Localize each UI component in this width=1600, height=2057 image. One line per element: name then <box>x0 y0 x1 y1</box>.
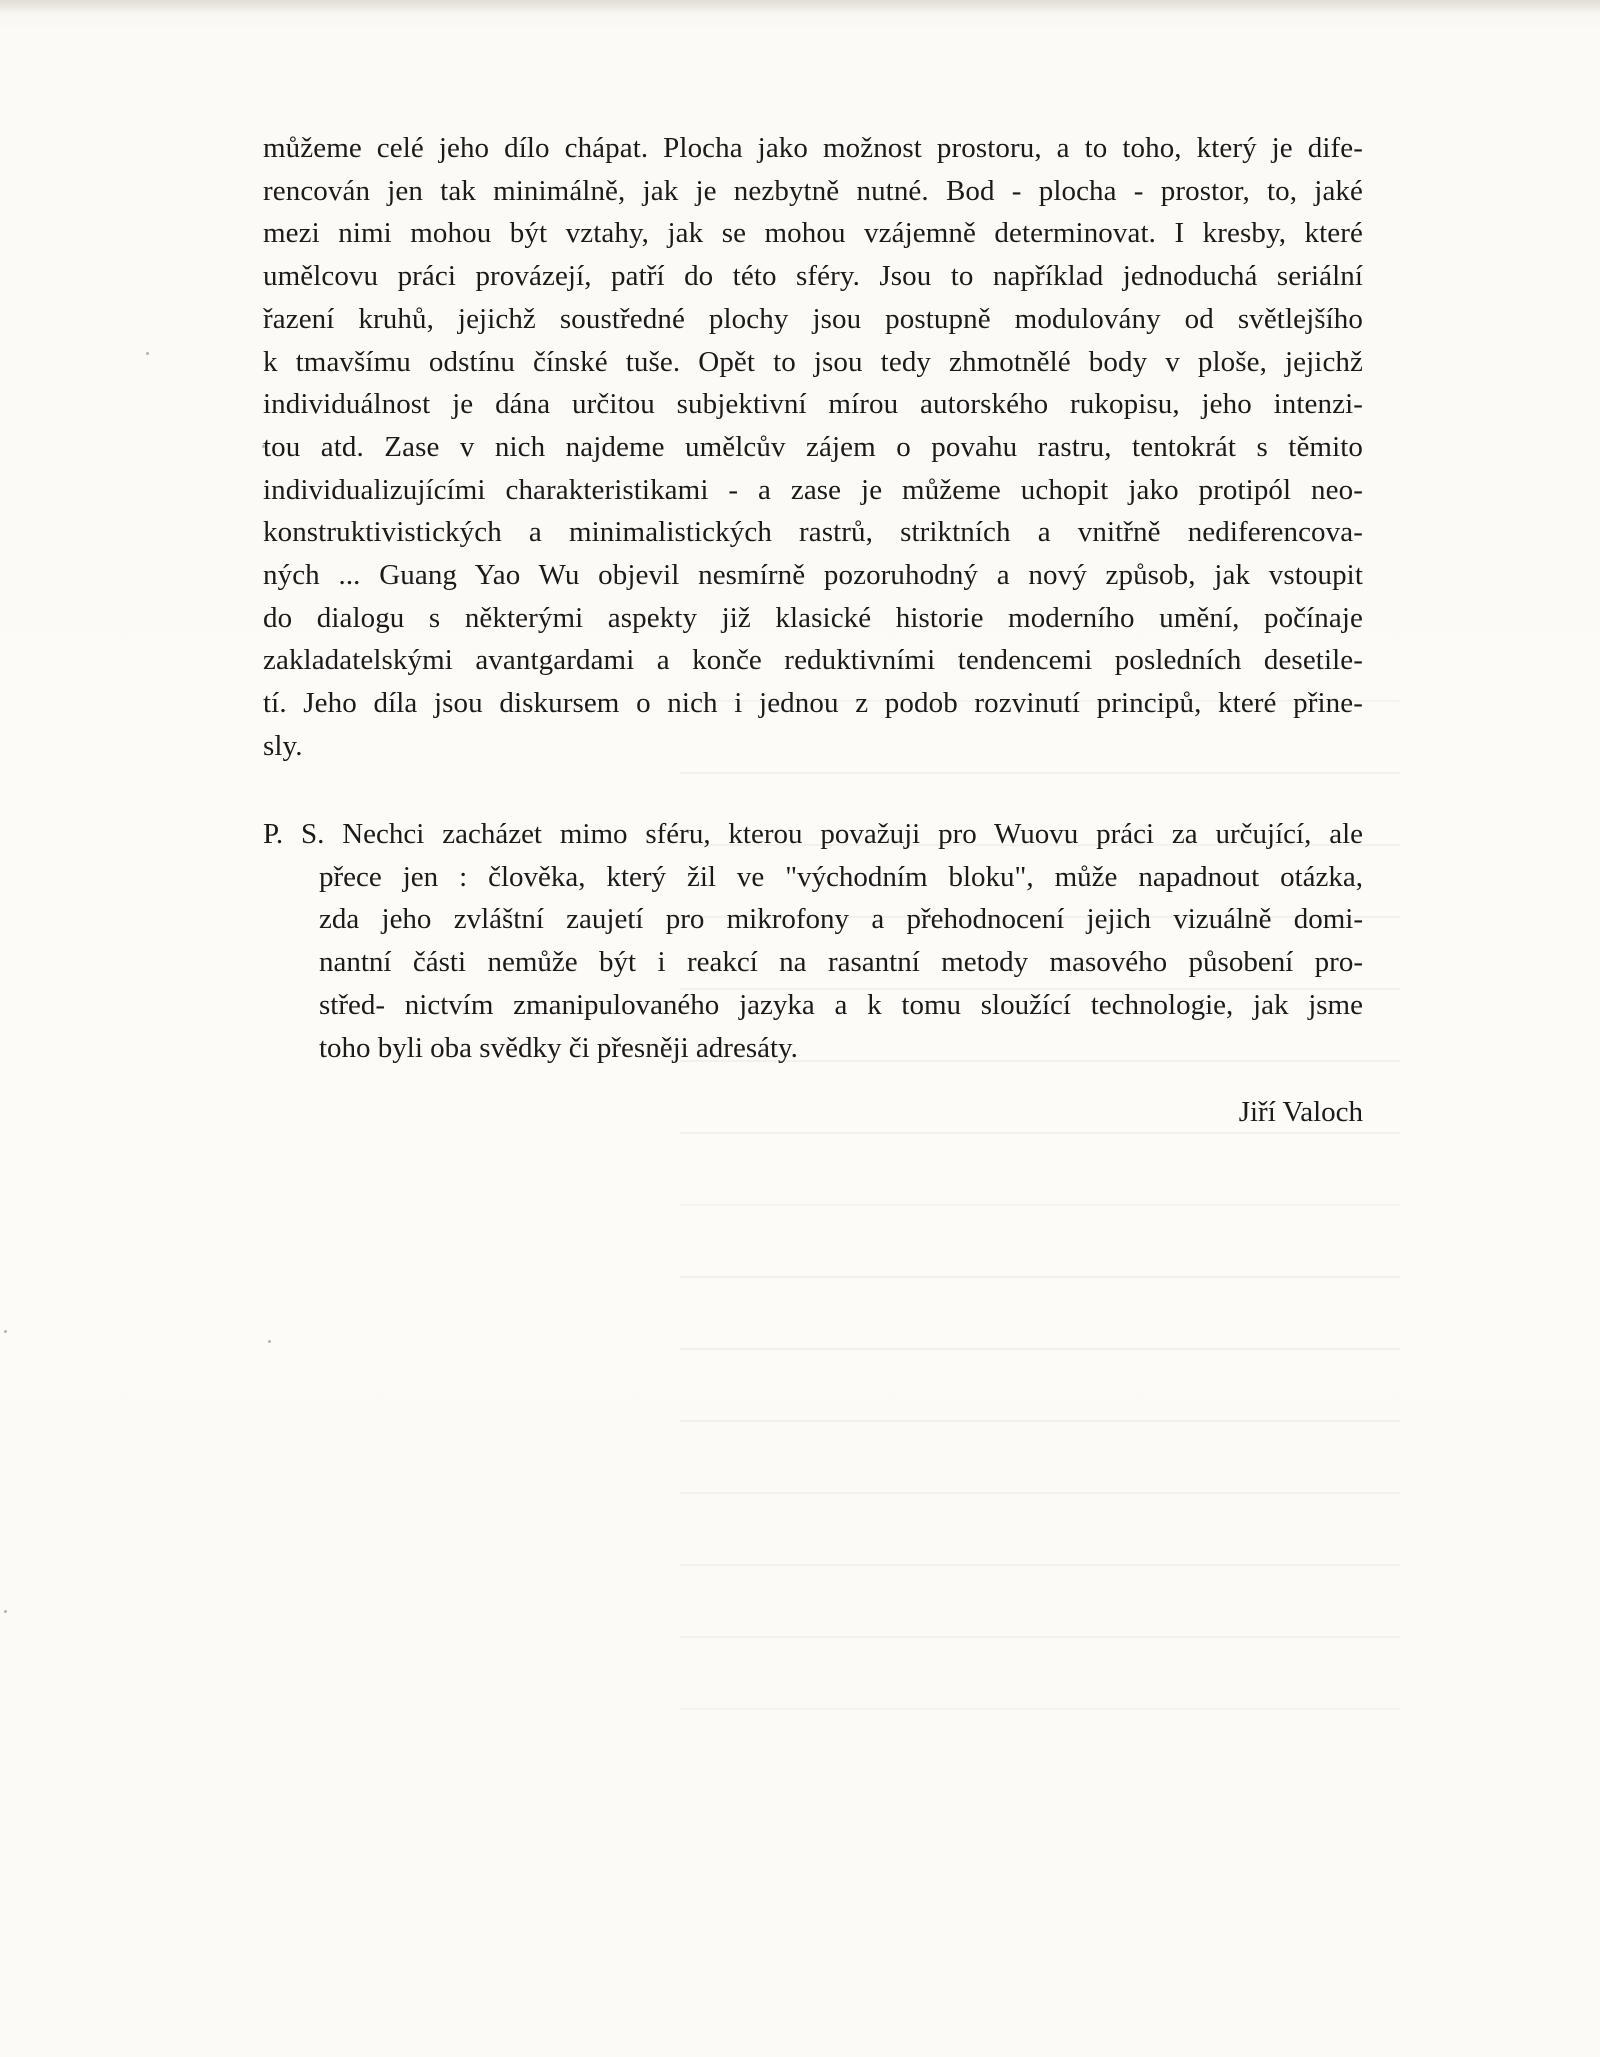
paragraph-line: rencován jen tak minimálně, jak je nezbytně nutné. Bod - plocha - prostor, to, jaké <box>263 174 1363 207</box>
paragraph-line: můžeme celé jeho dílo chápat. Plocha jako možnost prostoru, a to toho, který je dife- <box>263 132 1363 164</box>
paragraph-line: k tmavšímu odstínu čínské tuše. Opět to jsou tedy zhmotnělé body v ploše, jejichž <box>263 345 1363 378</box>
paragraph-line-last: sly. <box>263 729 303 762</box>
paragraph-line: mezi nimi mohou být vztahy, jak se mohou vzájemně determinovat. I kresby, které <box>263 217 1363 250</box>
main-paragraph <box>263 127 1363 768</box>
paragraph-line: umělcovu práci provázejí, patří do této sféry. Jsou to například jednoduchá seriální <box>263 260 1363 293</box>
postscript-line: nantní části nemůže být i reakcí na rasantní metody masového působení pro- <box>319 946 1363 979</box>
paragraph-line: individualizujícími charakteristikami - a zase je můžeme uchopit jako protipól neo- <box>263 473 1363 506</box>
postscript-line: zda jeho zvláštní zaujetí pro mikrofony a přehodnocení jejich vizuálně domi- <box>319 903 1363 936</box>
paragraph-line: zakladatelskými avantgardami a konče reduktivními tendencemi posledních desetile- <box>263 644 1363 677</box>
page-top-shadow <box>0 0 1600 14</box>
paragraph-line: tou atd. Zase v nich najdeme umělcův zájem o povahu rastru, tentokrát s těmito <box>263 430 1363 463</box>
paragraph-line: konstruktivistických a minimalistických rastrů, striktních a vnitřně nediferencova- <box>263 516 1363 549</box>
postscript-line: střed- nictvím zmanipulovaného jazyka a k tomu sloužící technologie, jak jsme <box>319 988 1363 1021</box>
paragraph-line: řazení kruhů, jejichž soustředné plochy jsou postupně modulovány od světlejšího <box>263 302 1363 335</box>
paragraph-line: individuálnost je dána určitou subjektivní mírou autorského rukopisu, jeho intenzi- <box>263 388 1363 421</box>
postscript-line-last: toho byli oba svědky či přesněji adresáty. <box>319 1031 798 1064</box>
paragraph-line: tí. Jeho díla jsou diskursem o nich i jednou z podob rozvinutí principů, které přine- <box>263 687 1363 720</box>
paragraph-line: ných ... Guang Yao Wu objevil nesmírně pozoruhodný a nový způsob, jak vstoupit <box>263 559 1363 592</box>
postscript-continuation <box>263 856 1363 1070</box>
paragraph-line: do dialogu s některými aspekty již klasické historie moderního umění, počínaje <box>263 601 1363 634</box>
postscript-first-line: P. S. Nechci zacházet mimo sféru, kterou považuji pro Wuovu práci za určující, ale <box>263 818 1363 850</box>
postscript <box>263 813 1363 1069</box>
author-signature: Jiří Valoch <box>1238 1096 1363 1128</box>
postscript-line: přece jen : člověka, který žil ve "východním bloku", může napadnout otázka, <box>319 860 1363 893</box>
